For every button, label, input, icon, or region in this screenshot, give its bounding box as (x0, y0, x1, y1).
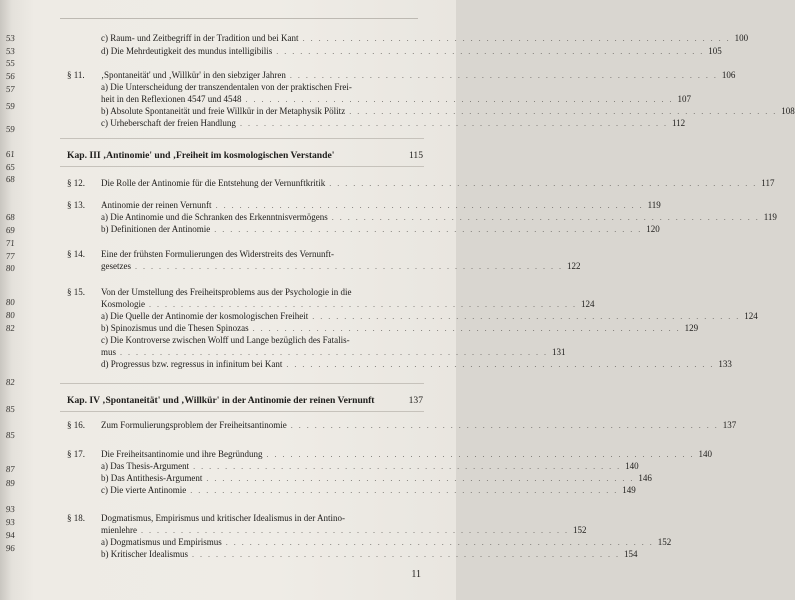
section-number: § 13. (67, 200, 85, 210)
toc-entry (101, 359, 732, 370)
toc-entry (101, 118, 686, 129)
margin-number: 57 (5, 84, 15, 94)
margin-number: 94 (5, 530, 15, 540)
toc-entry (101, 287, 424, 298)
margin-number: 82 (5, 377, 15, 387)
entry-page: 117 (761, 178, 775, 188)
toc-entry (101, 178, 775, 189)
toc-entry (101, 261, 581, 272)
entry-page: 119 (647, 200, 661, 210)
entry-label: b) Kritischer Idealismus (101, 549, 188, 559)
dot-leader: . . . . . . . . . . . . . . . . . . . . . . . . . . . . . . . . . . . . . . . . . . . . . . . . . . . . . . (266, 450, 695, 459)
section-number: § 12. (67, 178, 85, 188)
entry-label: Antinomie der reinen Vernunft (101, 200, 212, 210)
entry-label: ‚Spontaneität' und ‚Willkür' in den siebziger Jahren (101, 70, 286, 80)
entry-label: Eine der frühsten Formulierungen des Widerstreits des Vernunft- (101, 249, 334, 259)
dot-leader: . . . . . . . . . . . . . . . . . . . . . . . . . . . . . . . . . . . . . . . . . . . . . . . . . . . . . . (329, 179, 758, 188)
toc-entry (101, 94, 691, 105)
entry-label: b) Das Antithesis-Argument (101, 473, 203, 483)
toc-entry (101, 82, 424, 93)
margin-number: 82 (5, 323, 15, 333)
entry-page: 122 (566, 261, 581, 271)
entry-page: 152 (572, 525, 587, 535)
entry-label: b) Definitionen der Antinomie (101, 224, 211, 234)
chapter-title: Kap. IV ‚Spontaneität' und ‚Willkür' in der Antinomie der reinen Vernunft (67, 395, 375, 406)
toc-entry (101, 70, 736, 81)
dot-leader: . . . . . . . . . . . . . . . . . . . . . . . . . . . . . . . . . . . . . . . . . . . . . . . . . . . . . . (239, 119, 668, 128)
margin-number: 61 (5, 149, 15, 159)
margin-number: 80 (5, 310, 15, 320)
margin-number: 71 (5, 238, 15, 248)
dot-leader: . . . . . . . . . . . . . . . . . . . . . . . . . . . . . . . . . . . . . . . . . . . . . . . . . . . . . . (225, 538, 654, 547)
margin-number: 93 (5, 504, 15, 514)
chapter-heading (67, 150, 423, 161)
margin-number: 53 (5, 33, 15, 43)
entry-label: Zum Formulierungsproblem der Freiheitsantinomie (101, 420, 287, 430)
top-rule (60, 18, 418, 19)
entry-label: a) Die Quelle der Antinomie der kosmologischen Freiheit (101, 311, 309, 321)
entry-label: d) Die Mehrdeutigkeit des mundus intelligibilis (101, 46, 273, 56)
toc-entry (101, 33, 749, 44)
margin-number: 68 (5, 174, 15, 184)
entry-label: mus (101, 347, 117, 357)
toc-entry (101, 549, 638, 560)
chapter-page: 137 (408, 395, 423, 406)
entry-label: Die Rolle der Antinomie für die Entstehung der Vernunftkritik (101, 178, 326, 188)
entry-label: a) Die Antinomie und die Schranken des Erkenntnisvermögens (101, 212, 328, 222)
dot-leader: . . . . . . . . . . . . . . . . . . . . . . . . . . . . . . . . . . . . . . . . . . . . . . . . . . . . . . (206, 474, 635, 483)
margin-number: 96 (5, 543, 15, 553)
entry-label: Die Freiheitsantinomie und ihre Begründung (101, 449, 263, 459)
margin-number: 77 (5, 251, 15, 261)
entry-page: 100 (734, 33, 749, 43)
toc-entry (101, 212, 777, 223)
chapter-title: Kap. III ‚Antinomie' und ‚Freiheit im kosmologischen Verstande' (67, 150, 335, 161)
toc-entry (101, 46, 722, 57)
toc-entry (101, 249, 424, 260)
margin-number: 89 (5, 478, 15, 488)
entry-page: 124 (744, 311, 758, 321)
entry-label: Von der Umstellung des Freiheitsproblems aus der Psychologie in die (101, 287, 352, 297)
toc-entry (101, 537, 672, 548)
margin-number: 80 (5, 263, 15, 273)
entry-label: c) Die vierte Antinomie (101, 485, 187, 495)
entry-label: b) Spinozismus und die Thesen Spinozas (101, 323, 249, 333)
entry-label: Dogmatismus, Empirismus und kritischer Idealismus in der Antino- (101, 513, 345, 523)
margin-number: 68 (5, 212, 15, 222)
toc-entry (101, 335, 424, 346)
entry-page: 140 (625, 461, 639, 471)
chapter-rule (60, 166, 424, 167)
toc-entry (101, 106, 795, 117)
toc-entry (101, 461, 639, 472)
margin-number: 59 (5, 101, 15, 111)
margin-number: 85 (5, 430, 15, 440)
entry-page: 108 (781, 106, 795, 116)
dot-leader: . . . . . . . . . . . . . . . . . . . . . . . . . . . . . . . . . . . . . . . . . . . . . . . . . . . . . . (312, 312, 741, 321)
toc-entry (101, 200, 661, 211)
toc-entry (101, 347, 566, 358)
chapter-page: 115 (408, 150, 423, 161)
dot-leader: . . . . . . . . . . . . . . . . . . . . . . . . . . . . . . . . . . . . . . . . . . . . . . . . . . . . . . (290, 421, 719, 430)
chapter-rule (60, 411, 424, 412)
dot-leader: . . . . . . . . . . . . . . . . . . . . . . . . . . . . . . . . . . . . . . . . . . . . . . . . . . . . . . (289, 71, 718, 80)
margin-number: 59 (5, 124, 15, 134)
dot-leader: . . . . . . . . . . . . . . . . . . . . . . . . . . . . . . . . . . . . . . . . . . . . . . . . . . . . . . (134, 262, 563, 271)
entry-page: 106 (721, 70, 736, 80)
entry-page: 112 (671, 118, 686, 128)
toc-entry (101, 485, 636, 496)
section-number: § 15. (67, 287, 85, 297)
margin-number: 87 (5, 464, 15, 474)
dot-leader: . . . . . . . . . . . . . . . . . . . . . . . . . . . . . . . . . . . . . . . . . . . . . . . . . . . . . . (149, 300, 577, 309)
entry-label: Kosmologie (101, 299, 145, 309)
entry-label: c) Die Kontroverse zwischen Wolff und Lange bezüglich des Fatalis- (101, 335, 350, 345)
dot-leader: . . . . . . . . . . . . . . . . . . . . . . . . . . . . . . . . . . . . . . . . . . . . . . . . . . . . . . (286, 360, 715, 369)
entry-label: gesetzes (101, 261, 131, 271)
section-number: § 18. (67, 513, 85, 523)
dot-leader: . . . . . . . . . . . . . . . . . . . . . . . . . . . . . . . . . . . . . . . . . . . . . . . . . . . . . . (252, 324, 681, 333)
entry-label: a) Die Unterscheidung der transzendentalen von der praktischen Frei- (101, 82, 352, 92)
entry-page: 124 (581, 299, 595, 309)
dot-leader: . . . . . . . . . . . . . . . . . . . . . . . . . . . . . . . . . . . . . . . . . . . . . . . . . . . . . . (349, 107, 778, 116)
dot-leader: . . . . . . . . . . . . . . . . . . . . . . . . . . . . . . . . . . . . . . . . . . . . . . . . . . . . . . (245, 95, 674, 104)
section-number: § 17. (67, 449, 85, 459)
entry-label: mienlehre (101, 525, 137, 535)
margin-number: 56 (5, 71, 15, 81)
dot-leader: . . . . . . . . . . . . . . . . . . . . . . . . . . . . . . . . . . . . . . . . . . . . . . . . . . . . . . (190, 486, 619, 495)
section-number: § 11. (67, 70, 85, 80)
toc-entry (101, 299, 595, 310)
entry-page: 140 (698, 449, 712, 459)
page-number: 11 (411, 569, 421, 580)
toc-entry (101, 473, 652, 484)
toc-entry (101, 224, 660, 235)
margin-number: 85 (5, 404, 15, 414)
entry-page: 120 (646, 224, 660, 234)
section-number: § 14. (67, 249, 85, 259)
margin-number: 93 (5, 517, 15, 527)
entry-page: 133 (718, 359, 732, 369)
entry-page: 105 (708, 46, 722, 56)
margin-number: 53 (5, 46, 15, 56)
entry-label: heit in den Reflexionen 4547 und 4548 (101, 94, 242, 104)
dot-leader: . . . . . . . . . . . . . . . . . . . . . . . . . . . . . . . . . . . . . . . . . . . . . . . . . . . . . . (276, 47, 705, 56)
dot-leader: . . . . . . . . . . . . . . . . . . . . . . . . . . . . . . . . . . . . . . . . . . . . . . . . . . . . . . (140, 526, 569, 535)
previous-page-margin-numbers (0, 0, 34, 600)
entry-page: 137 (722, 420, 737, 430)
toc-entry (101, 420, 737, 431)
entry-page: 129 (684, 323, 699, 333)
margin-number: 80 (5, 297, 15, 307)
entry-label: a) Das Thesis-Argument (101, 461, 190, 471)
chapter-rule (60, 383, 424, 384)
chapter-rule (60, 138, 424, 139)
entry-page: 149 (622, 485, 636, 495)
margin-number: 55 (5, 58, 15, 68)
dot-leader: . . . . . . . . . . . . . . . . . . . . . . . . . . . . . . . . . . . . . . . . . . . . . . . . . . . . . . (120, 348, 549, 357)
dot-leader: . . . . . . . . . . . . . . . . . . . . . . . . . . . . . . . . . . . . . . . . . . . . . . . . . . . . . . (331, 213, 760, 222)
section-number: § 16. (67, 420, 85, 430)
entry-label: c) Urheberschaft der freien Handlung (101, 118, 236, 128)
entry-page: 119 (763, 212, 777, 222)
entry-label: a) Dogmatismus und Empirismus (101, 537, 222, 547)
entry-label: c) Raum- und Zeitbegriff in der Tradition und bei Kant (101, 33, 299, 43)
entry-page: 107 (677, 94, 691, 104)
toc-entry (101, 449, 712, 460)
dot-leader: . . . . . . . . . . . . . . . . . . . . . . . . . . . . . . . . . . . . . . . . . . . . . . . . . . . . . . (215, 201, 644, 210)
toc-entry (101, 311, 758, 322)
chapter-heading (67, 395, 423, 406)
toc-entry (101, 513, 424, 524)
margin-number: 65 (5, 162, 15, 172)
entry-page: 154 (623, 549, 638, 559)
entry-page: 131 (552, 347, 566, 357)
entry-label: d) Progressus bzw. regressus in infinitum bei Kant (101, 359, 283, 369)
toc-entry (101, 323, 699, 334)
entry-page: 146 (638, 473, 652, 483)
margin-number: 69 (5, 225, 15, 235)
dot-leader: . . . . . . . . . . . . . . . . . . . . . . . . . . . . . . . . . . . . . . . . . . . . . . . . . . . . . . (191, 550, 620, 559)
dot-leader: . . . . . . . . . . . . . . . . . . . . . . . . . . . . . . . . . . . . . . . . . . . . . . . . . . . . . . (302, 34, 731, 43)
entry-page: 152 (657, 537, 672, 547)
entry-label: b) Absolute Spontaneität und freie Willkür in der Metaphysik Pölitz (101, 106, 346, 116)
dot-leader: . . . . . . . . . . . . . . . . . . . . . . . . . . . . . . . . . . . . . . . . . . . . . . . . . . . . . . (214, 225, 643, 234)
toc-entry (101, 525, 587, 536)
dot-leader: . . . . . . . . . . . . . . . . . . . . . . . . . . . . . . . . . . . . . . . . . . . . . . . . . . . . . . (193, 462, 622, 471)
